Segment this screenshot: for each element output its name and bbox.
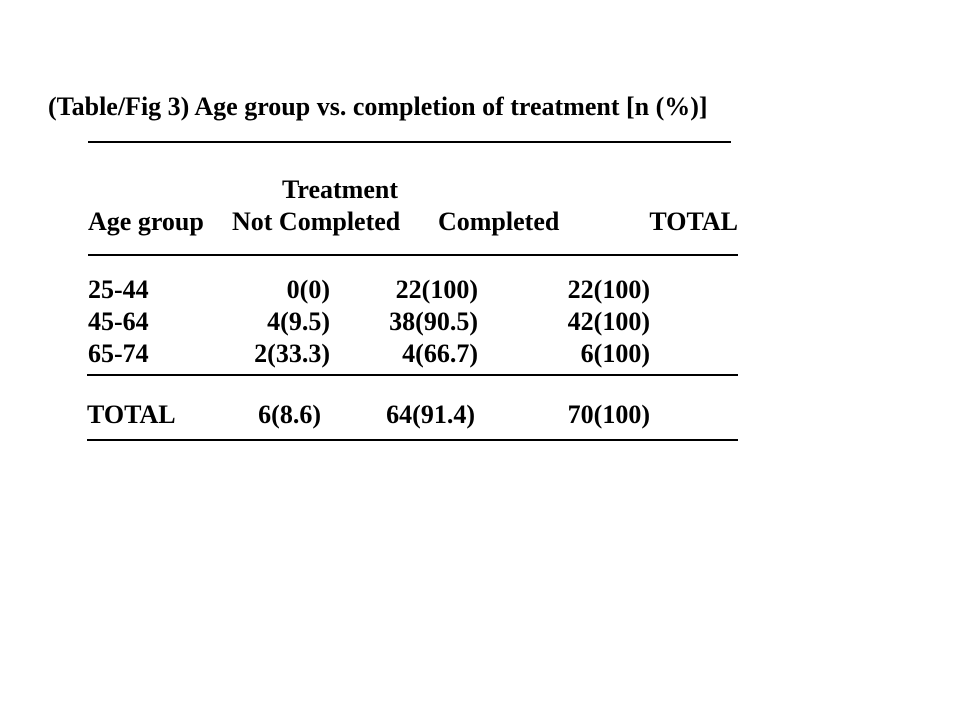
column-header-total: TOTAL (649, 207, 738, 236)
row-65-74-completed: 4(66.7) (402, 339, 478, 368)
total-row-label: TOTAL (87, 400, 176, 429)
total-row-total: 70(100) (567, 400, 650, 429)
row-65-74-label: 65-74 (88, 339, 149, 368)
figure-title: (Table/Fig 3) Age group vs. completion of treatment [n (%)] (48, 92, 708, 121)
column-header-completed: Completed (438, 207, 560, 236)
row-25-44-label: 25-44 (88, 275, 149, 304)
row-45-64-label: 45-64 (88, 307, 149, 336)
body-divider-line (87, 374, 738, 376)
title-divider-line (88, 141, 731, 143)
row-45-64-completed: 38(90.5) (389, 307, 478, 336)
column-header-age-group: Age group (88, 207, 204, 236)
header-divider-line (88, 254, 738, 256)
row-45-64-total: 42(100) (567, 307, 650, 336)
row-25-44-not-completed: 0(0) (286, 275, 330, 304)
total-row-completed: 64(91.4) (386, 400, 475, 429)
row-45-64-not-completed: 4(9.5) (267, 307, 330, 336)
row-25-44-completed: 22(100) (395, 275, 478, 304)
total-row-not-completed: 6(8.6) (258, 400, 321, 429)
row-65-74-total: 6(100) (580, 339, 650, 368)
row-65-74-not-completed: 2(33.3) (254, 339, 330, 368)
total-divider-line (87, 439, 738, 441)
group-header-treatment: Treatment (282, 175, 398, 204)
column-header-not-completed: Not Completed (232, 207, 401, 236)
row-25-44-total: 22(100) (567, 275, 650, 304)
